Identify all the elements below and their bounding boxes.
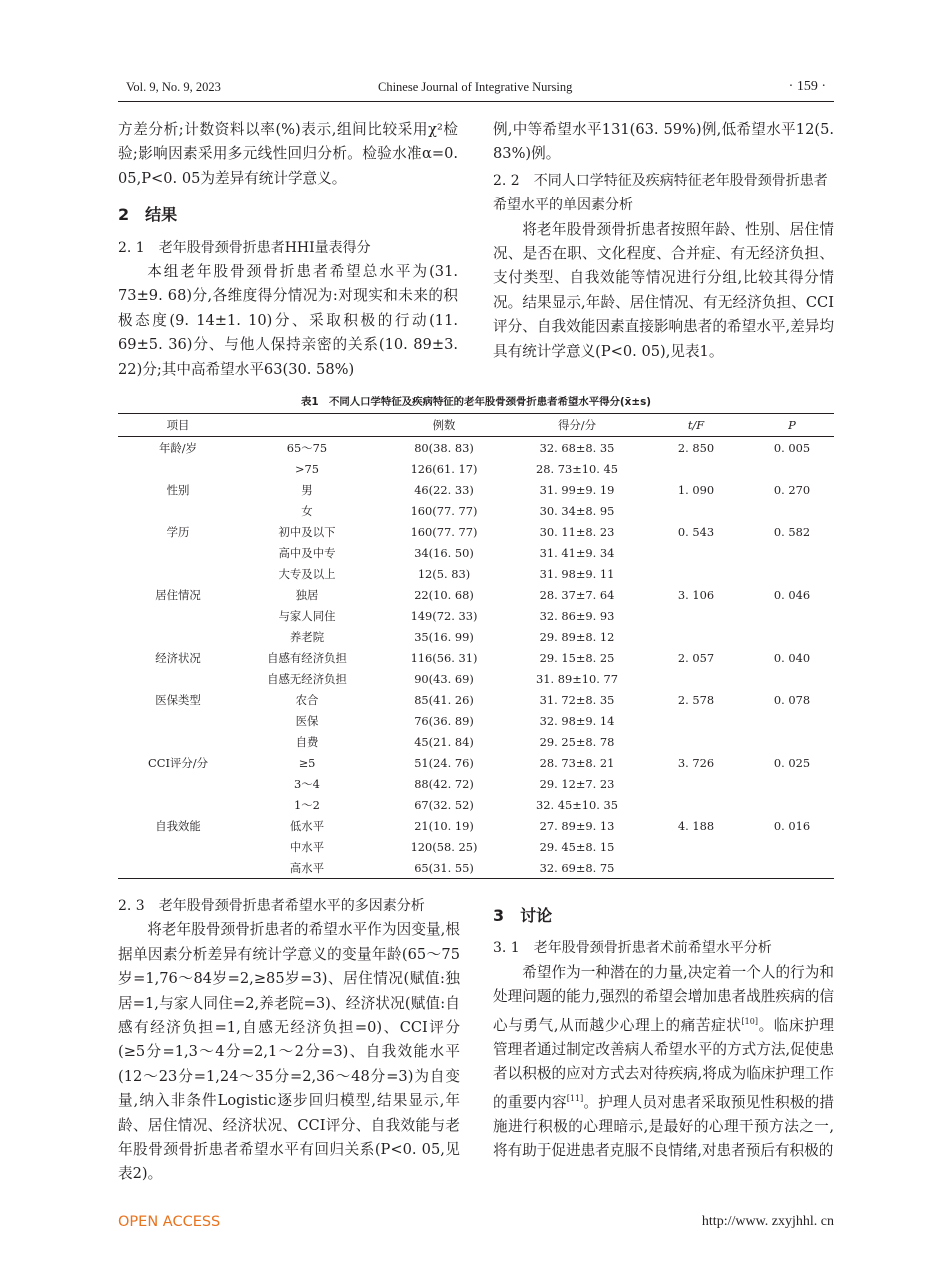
table-cell: 80(38. 83): [414, 440, 474, 455]
section-title: 老年股骨颈骨折患者术前希望水平分析: [533, 940, 772, 957]
table-cell: 中水平: [289, 839, 325, 854]
table-cell: 30. 11±8. 23: [539, 524, 615, 539]
table-cell: [642, 668, 750, 689]
table-cell: 34(16. 50): [414, 545, 474, 560]
column-header: 得分/分: [512, 414, 642, 437]
table-cell: 医保: [295, 713, 319, 728]
table-cell: 51(24. 76): [414, 755, 474, 770]
section-3-1-heading: [493, 936, 834, 960]
table-cell: [750, 542, 834, 563]
discussion-text-b: 。临床护理管理者通过制定改善病人希望水平的方式方法,促使患者以积极的应对方式去对待疾病,将成为临床护理工作的重要内容: [493, 1016, 834, 1111]
table-cell: 0. 046: [773, 587, 811, 602]
journal-volume: Vol. 9, No. 9, 2023: [126, 80, 221, 94]
table-cell: 自费: [295, 734, 319, 749]
table-cell: 0. 582: [773, 524, 811, 539]
table-cell: 28. 73±10. 45: [535, 461, 618, 476]
left-column-top: [118, 118, 458, 382]
table-cell: [642, 794, 750, 815]
table-cell: 低水平: [289, 818, 325, 833]
table-cell: 年龄/岁: [158, 440, 197, 455]
left-column-bottom: [118, 890, 460, 1187]
table-cell: [118, 542, 238, 563]
table-cell: 独居: [295, 587, 319, 602]
results-heading: 2 结果: [118, 205, 178, 225]
table-cell: 12(5. 83): [417, 566, 471, 581]
table-cell: 2. 057: [677, 650, 715, 665]
table-cell: 3. 106: [677, 587, 715, 602]
table-cell: 35(16. 99): [414, 629, 474, 644]
table-cell: [750, 500, 834, 521]
table-row: [118, 752, 834, 773]
table-row: [118, 521, 834, 542]
table-cell: 高中及中专: [278, 545, 336, 560]
table-cell: 27. 89±9. 13: [539, 818, 615, 833]
table-cell: 32. 86±9. 93: [539, 608, 615, 623]
column-header: [238, 414, 376, 437]
table-cell: [642, 563, 750, 584]
table-row: [118, 836, 834, 857]
hope-score-table: [118, 413, 834, 879]
table-cell: 31. 98±9. 11: [539, 566, 615, 581]
table-cell: [750, 563, 834, 584]
discussion-paragraph: [493, 961, 834, 1164]
table-cell: 116(56. 31): [410, 650, 478, 665]
table-cell: 男: [301, 482, 313, 497]
table-row: [118, 794, 834, 815]
table-cell: 149(72. 33): [410, 608, 478, 623]
table-cell: 学历: [166, 524, 190, 539]
section-title: 老年股骨颈骨折患者希望水平的多因素分析: [158, 898, 425, 914]
table-cell: [118, 710, 238, 731]
page-number: · 159 ·: [788, 79, 826, 94]
table-cell: 88(42. 72): [414, 776, 474, 791]
table-cell: 初中及以下: [278, 524, 336, 539]
table-cell: 45(21. 84): [414, 734, 474, 749]
table-cell: 3. 726: [677, 755, 715, 770]
table-cell: [118, 836, 238, 857]
table-cell: 与家人同住: [278, 608, 336, 623]
table-cell: [642, 542, 750, 563]
table-row: [118, 605, 834, 626]
table-cell: 28. 73±8. 21: [539, 755, 615, 770]
table-cell: [118, 668, 238, 689]
table-cell: [750, 605, 834, 626]
table-cell: [750, 626, 834, 647]
right-column-bottom: [493, 896, 834, 1164]
table-cell: 160(77. 77): [410, 503, 478, 518]
table-cell: 76(36. 89): [414, 713, 474, 728]
table-row: [118, 542, 834, 563]
table-cell: [750, 836, 834, 857]
table-cell: CCI评分/分: [148, 755, 208, 770]
column-header: 项目: [118, 414, 238, 437]
table-cell: 自感无经济负担: [267, 671, 347, 686]
table-cell: 高水平: [238, 857, 376, 879]
table-cell: [118, 563, 238, 584]
table-cell: [118, 857, 238, 879]
table-cell: >75: [294, 461, 320, 476]
section-number: 2. 1: [118, 239, 145, 256]
table-cell: 自我效能: [155, 818, 201, 833]
table-cell: 32. 98±9. 14: [539, 713, 615, 728]
table-cell: [642, 836, 750, 857]
table-row: [118, 584, 834, 605]
column-header: 例数: [376, 414, 512, 437]
table-cell: 4. 188: [677, 818, 715, 833]
table-cell: 67(32. 52): [414, 797, 474, 812]
table-cell: 性别: [166, 482, 190, 497]
table-cell: [642, 773, 750, 794]
citation-10: [10]: [741, 1016, 758, 1026]
table-cell: [750, 857, 834, 879]
table-cell: [642, 731, 750, 752]
table-cell: 0. 040: [773, 650, 811, 665]
journal-title: Chinese Journal of Integrative Nursing: [378, 80, 573, 94]
column-header: t/F: [642, 414, 750, 437]
table-cell: [118, 500, 238, 521]
table-cell: 126(61. 17): [410, 461, 478, 476]
section-title: 老年股骨颈骨折患者HHI量表得分: [158, 239, 371, 256]
table-cell: 32. 69±8. 75: [512, 857, 642, 879]
discussion-text-c: 。护理人员对患者采取预见性积极的措施进行积极的心理暗示,是最好的心理干预方法之一,将有助于促进患者克服不良情绪,对患者预后有积极的: [493, 1093, 834, 1160]
table-cell: 1. 090: [677, 482, 715, 497]
right-column-top: [493, 118, 834, 364]
table-cell: 女: [301, 503, 313, 518]
table-cell: 22(10. 68): [414, 587, 474, 602]
section-number: 3. 1: [493, 940, 520, 957]
table-cell: 经济状况: [155, 650, 201, 665]
table-cell: 30. 34±8. 95: [539, 503, 615, 518]
journal-url: http://www. zxyjhhl. cn: [701, 1214, 834, 1229]
table-cell: 自感有经济负担: [267, 650, 347, 665]
discussion-heading: 3 讨论: [493, 906, 553, 925]
table-cell: 29. 15±8. 25: [539, 650, 615, 665]
table-cell: [118, 773, 238, 794]
header-rule: [118, 101, 834, 102]
table-row: [118, 710, 834, 731]
table-cell: [750, 794, 834, 815]
table-row: [118, 689, 834, 710]
table-cell: 46(22. 33): [414, 482, 474, 497]
section-title: 不同人口学特征及疾病特征老年股骨颈骨折患者希望水平的单因素分析: [493, 172, 828, 214]
table-cell: [642, 500, 750, 521]
univariate-paragraph: 将老年股骨颈骨折患者按照年龄、性别、居住情况、是否在职、文化程度、合并症、有无经济负担、支付类型、自我效能等情况进行分组,比较其得分情况。结果显示,年龄、居住情况、有无经济负担、CCI评分、自我效能因素直接影响患者的希望水平,差异均具有统计学意义(P<0. 05),见表1。: [493, 220, 834, 360]
table-row: [118, 815, 834, 836]
discussion-text-a: 希望作为一种潜在的力量,决定着一个人的行为和处理问题的能力,强烈的希望会增加患者战胜疾病的信心与勇气,从而越少心理上的痛苦症状: [493, 963, 834, 1034]
table-cell: [118, 731, 238, 752]
table-cell: [642, 710, 750, 731]
section-2-1-heading: [118, 236, 458, 260]
table-cell: 0. 016: [773, 818, 811, 833]
table-row: [118, 500, 834, 521]
table-cell: 0. 025: [773, 755, 811, 770]
table-cell: [118, 458, 238, 479]
citation-11: [11]: [566, 1093, 584, 1103]
table-cell: [642, 626, 750, 647]
table-row: [118, 647, 834, 668]
table-row: [118, 773, 834, 794]
table-cell: 32. 45±10. 35: [535, 797, 618, 812]
table-cell: 医保类型: [155, 692, 201, 707]
table-row: [118, 437, 834, 459]
hhi-score-paragraph: 本组老年股骨颈骨折患者希望总水平为(31. 73±9. 68)分,各维度得分情况为:对现实和未来的积极态度(9. 14±1. 10)分、采取积极的行动(11. 69±5. 36)分、与他人保持亲密的关系(10. 89±3. 22)分;其中高希望水平63(30. 58%): [118, 263, 458, 378]
table-cell: 2. 578: [677, 692, 715, 707]
table-cell: 29. 25±8. 78: [539, 734, 615, 749]
table-cell: 32. 68±8. 35: [539, 440, 615, 455]
table-cell: 养老院: [289, 629, 325, 644]
table-cell: 0. 078: [773, 692, 811, 707]
table-cell: 65(31. 55): [376, 857, 512, 879]
table-cell: 居住情况: [155, 587, 201, 602]
table-cell: 2. 850: [677, 440, 715, 455]
section-number: 2. 2: [493, 172, 520, 189]
table-cell: 31. 41±9. 34: [539, 545, 615, 560]
table-cell: 160(77. 77): [410, 524, 478, 539]
table-cell: ≥5: [298, 755, 316, 770]
section-2-3-heading: [118, 894, 460, 918]
table-cell: 29. 89±8. 12: [539, 629, 615, 644]
open-access-label: OPEN ACCESS: [118, 1214, 221, 1230]
table-header-row: [118, 414, 834, 437]
table-cell: 65～75: [286, 440, 328, 455]
section-2-2-heading: [493, 169, 834, 218]
table-cell: 0. 005: [773, 440, 811, 455]
table-caption: 表1 不同人口学特征及疾病特征的老年股骨颈骨折患者希望水平得分(x̄±s): [300, 396, 652, 408]
table-cell: [750, 668, 834, 689]
methods-paragraph: 方差分析;计数资料以率(%)表示,组间比较采用χ²检验;影响因素采用多元线性回归分析。检验水准α=0. 05,P<0. 05为差异有统计学意义。: [118, 121, 458, 187]
table-cell: 3～4: [294, 776, 320, 791]
table-row: [118, 668, 834, 689]
table-cell: [750, 458, 834, 479]
table-cell: [642, 458, 750, 479]
hope-level-paragraph: 例,中等希望水平131(63. 59%)例,低希望水平12(5. 83%)例。: [493, 121, 834, 163]
table-cell: 大专及以上: [278, 566, 336, 581]
table-cell: [750, 710, 834, 731]
table-cell: [642, 857, 750, 879]
table-cell: [642, 605, 750, 626]
table-cell: 120(58. 25): [410, 839, 478, 854]
multivariate-paragraph: 将老年股骨颈骨折患者的希望水平作为因变量,根据单因素分析差异有统计学意义的变量年龄(65～75岁=1,76～84岁=2,≥85岁=3)、居住情况(赋值:独居=1,与家人同住=2,养老院=3)、经济状况(赋值:自感有经济负担=1,自感无经济负担=0)、CCI评分(≥5分=1,3～4分=2,1～2分=3)、自我效能水平(12～23分=1,24～35分=2,36～48分=3)为自变量,纳入非条件Logistic逐步回归模型,结果显示,年龄、居住情况、经济状况、CCI评分、自我效能与老年股骨颈骨折患者希望水平有回归关系(P<0. 05,见表2)。: [118, 921, 460, 1183]
table-cell: 31. 89±10. 77: [535, 671, 618, 686]
table-cell: 31. 72±8. 35: [539, 692, 615, 707]
table-cell: 1～2: [294, 797, 320, 812]
table-cell: [118, 605, 238, 626]
table-cell: 28. 37±7. 64: [539, 587, 615, 602]
table-cell: 0. 543: [677, 524, 715, 539]
table-cell: [118, 626, 238, 647]
table-cell: 29. 45±8. 15: [539, 839, 615, 854]
table-cell: 29. 12±7. 23: [539, 776, 615, 791]
column-header: P: [750, 414, 834, 437]
table-cell: 0. 270: [773, 482, 811, 497]
table-cell: 农合: [295, 692, 319, 707]
section-number: 2. 3: [118, 898, 145, 914]
table-cell: [750, 731, 834, 752]
table-cell: [750, 773, 834, 794]
table-cell: 90(43. 69): [414, 671, 474, 686]
table-row: [118, 563, 834, 584]
table-cell: 21(10. 19): [414, 818, 474, 833]
table-cell: 31. 99±9. 19: [539, 482, 615, 497]
table-row: [118, 458, 834, 479]
table-row: [118, 731, 834, 752]
table-row: [118, 857, 834, 879]
table-row: [118, 479, 834, 500]
table-row: [118, 626, 834, 647]
table-cell: 85(41. 26): [414, 692, 474, 707]
table-cell: [118, 794, 238, 815]
